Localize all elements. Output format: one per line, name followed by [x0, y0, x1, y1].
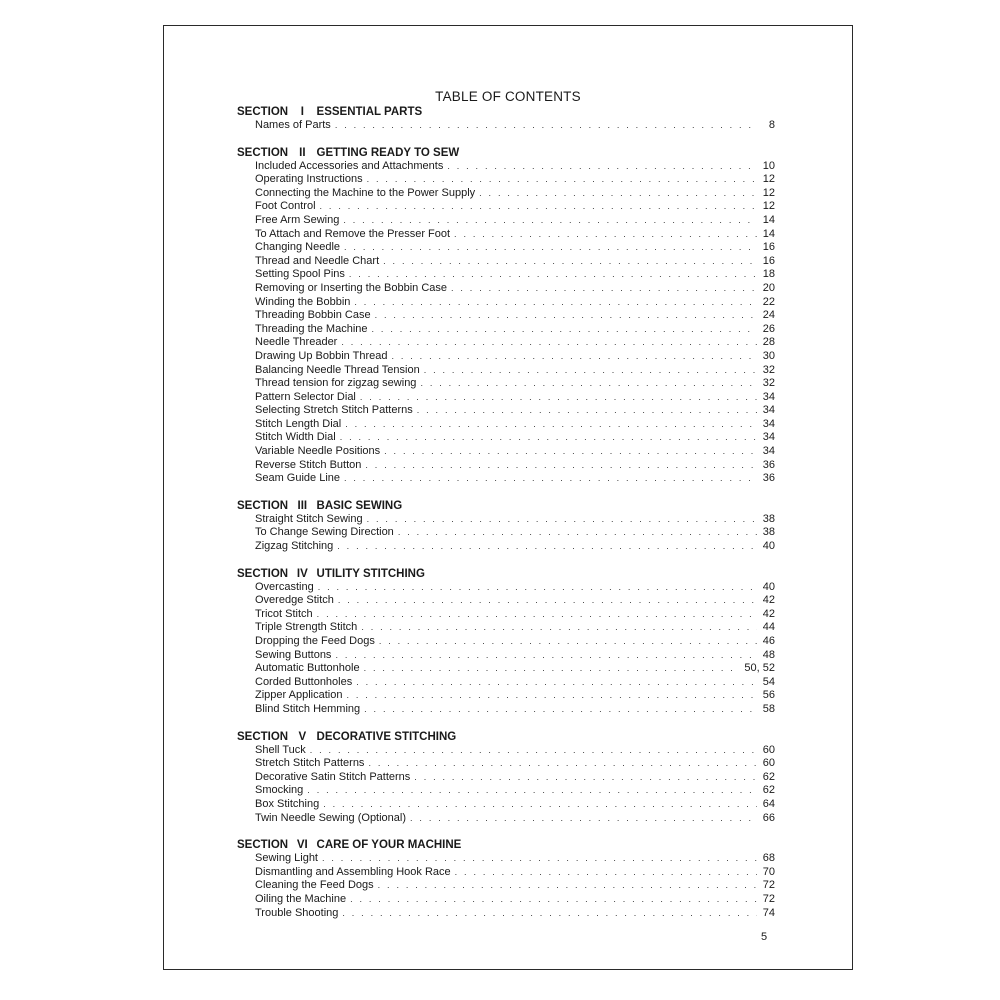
entry-page: 16: [762, 254, 775, 267]
entry-label: Overedge Stitch: [255, 594, 334, 607]
section-name: UTILITY STITCHING: [316, 567, 425, 580]
section-numeral: VI: [296, 839, 308, 852]
entry-page: 34: [762, 431, 775, 444]
toc-entry: [237, 173, 775, 187]
dot-leader: [320, 200, 757, 214]
entry-page: 32: [762, 363, 775, 376]
entry-label: Box Stitching: [255, 797, 320, 810]
entry-page: 32: [762, 377, 775, 390]
entry-label: Variable Needle Positions: [255, 445, 381, 458]
toc-entry: [237, 214, 775, 228]
dot-leader: [447, 160, 757, 174]
entry-label: Drawing Up Bobbin Thread: [255, 349, 388, 362]
entry-page: 42: [762, 607, 775, 620]
dot-leader: [372, 323, 757, 337]
entry-label: Connecting the Machine to the Power Supply: [255, 186, 476, 199]
entry-label: Smocking: [255, 784, 304, 797]
entry-page: 16: [762, 241, 775, 254]
dot-leader: [364, 703, 757, 717]
entry-page: 10: [762, 159, 775, 172]
entry-page: 44: [762, 621, 775, 634]
section-heading: [237, 567, 775, 581]
entry-page: 58: [762, 702, 775, 715]
toc-section: [237, 838, 775, 920]
entry-label: Changing Needle: [255, 241, 341, 254]
entry-page: 38: [762, 526, 775, 539]
entry-label: Free Arm Sewing: [255, 213, 340, 226]
toc-entry: [237, 784, 775, 798]
entry-label: Automatic Buttonhole: [255, 662, 360, 675]
entry-label: Shell Tuck: [255, 743, 306, 756]
section-numeral: II: [299, 146, 306, 159]
toc-entry: [237, 757, 775, 771]
section-prefix: SECTION: [237, 730, 289, 743]
entry-label: Balancing Needle Thread Tension: [255, 363, 420, 376]
entry-label: Dropping the Feed Dogs: [255, 635, 375, 647]
dot-leader: [361, 621, 757, 635]
toc-entry: [237, 649, 775, 663]
dot-leader: [414, 771, 757, 785]
dot-leader: [310, 744, 757, 758]
dot-leader: [344, 472, 757, 486]
section-prefix: SECTION: [237, 499, 289, 512]
entry-page: 74: [762, 906, 775, 919]
entry-label: Thread and Needle Chart: [255, 254, 380, 267]
section-heading: [237, 105, 775, 119]
entry-page: 34: [762, 390, 775, 403]
dot-leader: [318, 581, 757, 595]
dot-leader: [364, 662, 741, 676]
toc-entry: [237, 391, 775, 405]
entry-page: 18: [762, 268, 775, 281]
toc-entry: [237, 662, 775, 676]
dot-leader: [479, 187, 757, 201]
toc-entry: [237, 893, 775, 907]
toc-entry: [237, 472, 775, 486]
entry-page: 40: [762, 540, 775, 553]
dot-leader: [384, 445, 757, 459]
toc-entry: [237, 540, 775, 554]
toc-entry: [237, 635, 775, 649]
toc-entry: [237, 187, 775, 201]
entry-label: Oiling the Machine: [255, 892, 347, 905]
toc-entry: [237, 119, 775, 133]
entry-page: 70: [762, 865, 775, 878]
entry-label: To Change Sewing Direction: [255, 526, 394, 539]
toc-entry: [237, 513, 775, 527]
toc-entry: [237, 296, 775, 310]
dot-leader: [349, 268, 757, 282]
entry-page: 68: [762, 852, 775, 865]
toc-entry: [237, 812, 775, 826]
section-heading: [237, 146, 775, 160]
dot-leader: [345, 418, 757, 432]
entry-page: 14: [762, 213, 775, 226]
dot-leader: [338, 594, 757, 608]
toc-entry: [237, 350, 775, 364]
entry-label: Stitch Width Dial: [255, 431, 336, 444]
entry-label: Operating Instructions: [255, 173, 363, 186]
entry-page: 12: [762, 186, 775, 199]
entry-page: 40: [762, 580, 775, 593]
entry-page: 34: [762, 404, 775, 417]
dot-leader: [322, 852, 757, 866]
toc-entry: [237, 594, 775, 608]
entry-page: 26: [762, 322, 775, 335]
section-heading: [237, 838, 775, 852]
entry-page: 34: [762, 417, 775, 430]
entry-label: Corded Buttonholes: [255, 675, 353, 688]
toc-entry: [237, 608, 775, 622]
dot-leader: [354, 296, 757, 310]
dot-leader: [360, 391, 757, 405]
dot-leader: [367, 513, 757, 527]
section-numeral: V: [298, 730, 307, 743]
section-numeral: I: [300, 106, 304, 118]
dot-leader: [340, 431, 757, 445]
toc-entry: [237, 689, 775, 703]
toc-entry: [237, 377, 775, 391]
document-page: [163, 25, 853, 970]
dot-leader: [356, 676, 757, 690]
section-prefix: SECTION: [237, 839, 289, 852]
entry-label: Winding the Bobbin: [255, 295, 351, 308]
entry-page: 14: [762, 227, 775, 240]
entry-page: 60: [762, 757, 775, 770]
entry-label: Blind Stitch Hemming: [255, 702, 361, 715]
entry-label: Cleaning the Feed Dogs: [255, 879, 374, 892]
entry-page: 56: [762, 689, 775, 702]
dot-leader: [342, 907, 757, 921]
entry-label: Twin Needle Sewing (Optional): [255, 811, 407, 824]
dot-leader: [343, 214, 757, 228]
entry-label: Zigzag Stitching: [255, 540, 334, 553]
section-heading: [237, 499, 775, 513]
dot-leader: [367, 173, 757, 187]
entry-page: 62: [762, 784, 775, 797]
section-heading: [237, 730, 775, 744]
dot-leader: [323, 798, 757, 812]
entry-label: Needle Threader: [255, 336, 338, 349]
toc-entry: [237, 445, 775, 459]
entry-page: 20: [762, 281, 775, 294]
toc-entry: [237, 255, 775, 269]
section-prefix: SECTION: [237, 146, 289, 159]
toc-entry: [237, 282, 775, 296]
entry-label: Stitch Length Dial: [255, 417, 342, 430]
entry-label: Reverse Stitch Button: [255, 458, 362, 471]
entry-label: Threading the Machine: [255, 322, 368, 335]
section-name: ESSENTIAL PARTS: [316, 106, 423, 118]
entry-page: 64: [762, 797, 775, 810]
toc-entry: [237, 621, 775, 635]
entry-page: 50, 52: [744, 662, 775, 675]
dot-leader: [307, 784, 757, 798]
page-title: TABLE OF CONTENTS: [435, 89, 581, 104]
toc-entry: [237, 744, 775, 758]
entry-label: Removing or Inserting the Bobbin Case: [255, 281, 447, 294]
entry-page: 72: [762, 892, 775, 905]
entry-label: Included Accessories and Attachments: [255, 159, 444, 172]
entry-page: 54: [762, 675, 775, 688]
entry-label: Stretch Stitch Patterns: [255, 757, 365, 770]
toc-entry: [237, 364, 775, 378]
toc-entry: [237, 581, 775, 595]
entry-label: Selecting Stretch Stitch Patterns: [255, 404, 413, 417]
dot-leader: [368, 757, 757, 771]
entry-page: 28: [762, 336, 775, 349]
toc-entry: [237, 852, 775, 866]
entry-page: 60: [762, 743, 775, 756]
toc-entry: [237, 771, 775, 785]
entry-label: Sewing Light: [255, 852, 318, 865]
toc-entry: [237, 323, 775, 337]
entry-label: Overcasting: [255, 580, 314, 593]
entry-label: Decorative Satin Stitch Patterns: [255, 770, 411, 783]
section-name: DECORATIVE STITCHING: [316, 730, 457, 743]
entry-page: 38: [762, 512, 775, 525]
dot-leader: [344, 241, 757, 255]
toc-section: [237, 567, 775, 717]
toc-entry: [237, 336, 775, 350]
dot-leader: [391, 350, 757, 364]
section-prefix: SECTION: [237, 106, 289, 118]
entry-label: Seam Guide Line: [255, 472, 340, 485]
entry-page: 66: [762, 811, 775, 824]
entry-page: 36: [762, 458, 775, 471]
entry-label: Pattern Selector Dial: [255, 390, 356, 403]
entry-page: 34: [762, 445, 775, 458]
entry-label: Trouble Shooting: [255, 906, 339, 919]
toc-entry: [237, 431, 775, 445]
entry-label: Foot Control: [255, 200, 316, 213]
entry-page: 12: [762, 200, 775, 213]
entry-page: 48: [762, 648, 775, 661]
toc-section: [237, 730, 775, 826]
entry-page: 30: [762, 349, 775, 362]
section-numeral: IV: [296, 567, 308, 580]
entry-label: Setting Spool Pins: [255, 268, 345, 281]
section-name: BASIC SEWING: [316, 499, 403, 512]
toc-entry: [237, 200, 775, 214]
dot-leader: [350, 893, 757, 907]
dot-leader: [335, 649, 757, 663]
entry-label: To Attach and Remove the Presser Foot: [255, 227, 451, 240]
dot-leader: [451, 282, 757, 296]
dot-leader: [455, 866, 757, 880]
toc-entry: [237, 241, 775, 255]
entry-page: 22: [762, 295, 775, 308]
entry-label: Triple Strength Stitch: [255, 621, 358, 634]
dot-leader: [379, 635, 757, 649]
toc-entry: [237, 798, 775, 812]
page-number: 5: [761, 931, 768, 943]
dot-leader: [417, 404, 757, 418]
section-name: GETTING READY TO SEW: [316, 146, 460, 159]
toc-entry: [237, 309, 775, 323]
toc-section: [237, 146, 775, 486]
dot-leader: [375, 309, 757, 323]
dot-leader: [398, 526, 757, 540]
dot-leader: [383, 255, 757, 269]
entry-label: Threading Bobbin Case: [255, 309, 371, 322]
toc-entry: [237, 160, 775, 174]
table-of-contents: [237, 105, 775, 933]
toc-entry: [237, 404, 775, 418]
toc-entry: [237, 228, 775, 242]
dot-leader: [341, 336, 757, 350]
toc-entry: [237, 703, 775, 717]
entry-page: 24: [762, 309, 775, 322]
toc-entry: [237, 418, 775, 432]
section-numeral: III: [297, 499, 308, 512]
dot-leader: [337, 540, 757, 554]
entry-page: 42: [762, 594, 775, 607]
dot-leader: [346, 689, 757, 703]
section-name: CARE OF YOUR MACHINE: [316, 839, 462, 852]
toc-entry: [237, 268, 775, 282]
entry-page: 36: [762, 472, 775, 485]
entry-page: 72: [762, 879, 775, 892]
entry-page: 62: [762, 770, 775, 783]
entry-page: 12: [762, 173, 775, 186]
dot-leader: [410, 812, 757, 826]
section-prefix: SECTION: [237, 567, 289, 580]
entry-label: Zipper Application: [255, 689, 343, 702]
entry-label: Dismantling and Assembling Hook Race: [255, 865, 451, 878]
entry-page: 46: [762, 635, 775, 647]
toc-entry: [237, 459, 775, 473]
entry-label: Straight Stitch Sewing: [255, 512, 363, 525]
toc-section: [237, 105, 775, 133]
entry-label: Thread tension for zigzag sewing: [255, 377, 417, 390]
toc-entry: [237, 866, 775, 880]
entry-label: Sewing Buttons: [255, 648, 332, 661]
dot-leader: [317, 608, 757, 622]
entry-label: Names of Parts: [255, 119, 331, 131]
entry-label: Tricot Stitch: [255, 607, 313, 620]
dot-leader: [365, 459, 757, 473]
toc-entry: [237, 907, 775, 921]
dot-leader: [335, 119, 757, 133]
entry-page: 8: [768, 119, 775, 131]
toc-entry: [237, 879, 775, 893]
toc-entry: [237, 526, 775, 540]
toc-entry: [237, 676, 775, 690]
dot-leader: [378, 879, 757, 893]
dot-leader: [420, 377, 757, 391]
dot-leader: [424, 364, 757, 378]
dot-leader: [454, 228, 757, 242]
toc-section: [237, 499, 775, 554]
